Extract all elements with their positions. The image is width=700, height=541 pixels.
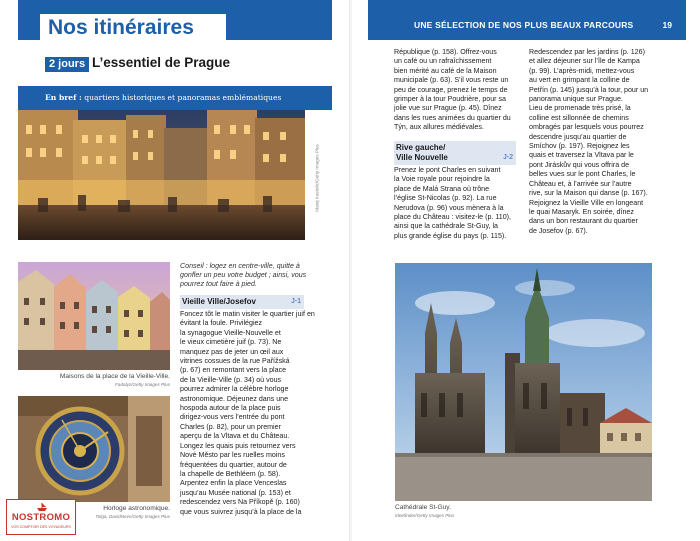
photo2-credit: Fadalyz/Getty Images Plus [115, 382, 170, 387]
chapter-header-title-wrap [18, 0, 332, 40]
conseil-tip: Conseil : logez en centre-ville, quitte à gonfler un peu votre budget ; ainsi, vous pourrez tout faire à pied. [180, 262, 307, 288]
ship-icon [36, 502, 48, 512]
day1-body: Foncez tôt le matin visiter le quartier juif en évitant la foule. Privilégiez la synagogue Vieille-Nouvelle et le vieux cimetière juif (p. 73). Ne manquez pas de jeter un œil aux vitrines cossues de la rue Pařížská (p. 67) en remontant vers la place de la Vieille-Ville (p. 34) où vous pourrez admirer la célèbre horloge astronomique. Déjeunez dans une hospoda autour de la place puis dirigez-vous vers l’entrée du pont Charles (p. 82), pour un premier aperçu de la Vltava et du Château. Longez les quais puis retournez vers Nové Město par les ruelles moins fréquentées du quartier, autour de la chapelle de Bethléem (p. 58). Arpentez enfin la place Venceslas jusqu’au Musée national (p. 153) et redescendez vers Na Příkopě (p. 160) que vous suivrez jusqu’à la place de la [180, 310, 315, 516]
astronomical-clock-photo [18, 396, 170, 502]
col1-top: République (p. 158). Offrez-vous un café ou un rafraîchissement bien mérité au café de la Maison municipale (p. 63). S’il vous reste un peu de courage, prenez le temps de grimper à la tour Poudrière, pour sa jolie vue sur Prague (p. 45). Dînez dans les rues animées du quartier du Týn, aux allures médiévales. [394, 48, 511, 132]
section-title: UNE SÉLECTION DE NOS PLUS BEAUX PARCOURS [414, 20, 634, 30]
st-vitus-cathedral-photo [395, 263, 652, 501]
photo3-credit: Tolga, DavidNevs/Getty Images Plus [95, 514, 170, 519]
photo3-caption: Horloge astronomique. Tolga, DavidNevs/Getty Images Plus [18, 505, 170, 521]
photo2-caption: Maisons de la place de la Vieille-Ville. Fadalyz/Getty Images Plus [18, 373, 170, 389]
itinerary-title: L’essentiel de Prague [92, 55, 231, 70]
chapter-title: Nos itinéraires [48, 16, 194, 39]
en-bref-banner [18, 86, 332, 110]
cathedral-caption: Cathédrale St-Guy. Ideefinder/Getty Images Plus [395, 504, 595, 520]
logo-name: NOSTROMO [11, 512, 71, 523]
day2-code: J-2 [503, 154, 513, 161]
right-page [352, 0, 700, 541]
prague-evening-street-photo [18, 110, 305, 240]
days-badge: 2 jours [45, 57, 89, 72]
col2: Redescendez par les jardins (p. 126) et allez déjeuner sur l’île de Kampa (p. 99). L’après-midi, mettez-vous au vert en grimpant la colline de Petřín (p. 145) jusqu’à la tour, pour un panorama unique sur Prague. Lieu de promenade très prisé, la colline est sillonnée de chemins ombragés par lesquels vous pourrez descendre jusqu’au quartier de Smíchov (p. 197). Rejoignez les quais et traversez la Vltava par le pont Jiráskův qui vous offrira de belles vues sur le pont Charles, le Château et, à l’arrivée sur l’autre rive, sur la Maison qui danse (p. 167). Rejoignez la Vieille Ville en longeant le quai Masaryk. En soirée, dînez dans un bon restaurant du quartier de Josefov (p. 67). [529, 48, 649, 235]
section-header [368, 0, 686, 40]
old-town-houses-photo [18, 262, 170, 370]
en-bref-text: quartiers historiques et panoramas emblématiques [81, 93, 282, 102]
photo1-credit: Matej Kastelic/Getty Images Plus [314, 143, 320, 212]
cathedral-credit: Ideefinder/Getty Images Plus [395, 513, 455, 518]
page-number: 19 [662, 20, 672, 30]
en-bref-label: En bref : [45, 93, 82, 102]
col1-bottom: Prenez le pont Charles en suivant la Voie royale pour rejoindre la place de Malá Strana où trône l’église St-Nicolas (p. 92). La rue Nerudova (p. 96) vous mènera à la place du Château : visitez-le (p. 110), ainsi que la cathédrale St-Guy, la plus grande église du pays (p. 115). [394, 166, 511, 240]
day2-section-heading: Rive gauche/ Ville Nouvelle J-2 [394, 141, 516, 165]
day1-code: J-1 [291, 298, 301, 305]
day1-section-heading: Vieille Ville/Josefov J-1 [180, 295, 304, 309]
nostromo-logo [6, 499, 76, 535]
logo-tagline: VOS COMPTOIR DES VOYAGEURS [11, 525, 71, 529]
